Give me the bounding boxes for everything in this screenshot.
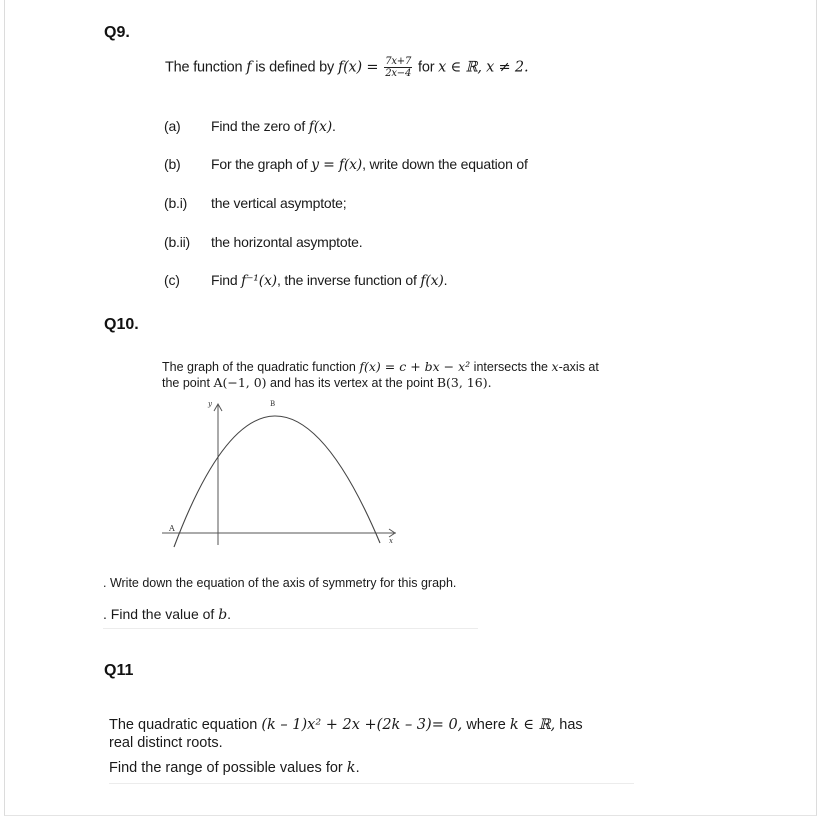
q10-stem-line2: the point A(−1, 0) and has its vertex at the point B(3, 16). bbox=[162, 375, 492, 390]
q10-heading: Q10. bbox=[104, 316, 139, 333]
q9-part-c: (c) Find f⁻¹(x), the inverse function of f(x). bbox=[164, 272, 448, 289]
q9-fraction: $\frac{7x+7}{2x-4}$ bbox=[385, 56, 412, 79]
q11-subpart: Find the range of possible values for k. bbox=[109, 760, 360, 776]
q10-parabola-graph bbox=[160, 395, 660, 555]
q11-heading: Q11 bbox=[104, 662, 134, 679]
q9-part-b-i: (b.i) the vertical asymptote; bbox=[164, 195, 347, 211]
q9-stem: The function f is defined by f(x) = $\frac{7x+7}{2x-4}$ for x ∈ ℝ, x ≠ 2. bbox=[165, 56, 529, 79]
q11-divider bbox=[109, 783, 634, 784]
q9-part-b-ii: (b.ii) the horizontal asymptote. bbox=[164, 234, 363, 250]
point-a-label: A bbox=[169, 524, 175, 533]
q10-subpart-2: . Find the value of b. bbox=[103, 606, 232, 623]
graph-background bbox=[160, 395, 660, 555]
q9-part-a: (a) Find the zero of f(x). bbox=[164, 118, 336, 135]
q9-heading: Q9. bbox=[104, 24, 130, 41]
x-axis-label: x bbox=[389, 537, 393, 545]
q10-subpart-1: . Write down the equation of the axis of symmetry for this graph. bbox=[103, 576, 457, 590]
q10-divider bbox=[103, 628, 478, 629]
y-axis-label: y bbox=[208, 400, 212, 408]
q9-part-b: (b) For the graph of y = f(x), write down the equation of bbox=[164, 156, 528, 173]
point-b-label: B bbox=[270, 400, 276, 408]
q11-stem: The quadratic equation (k – 1)x² + 2x +(2k – 3)= 0, where k ∈ ℝ, has real distinct roots. bbox=[109, 717, 583, 751]
q10-stem bbox=[162, 359, 642, 391]
q10-stem-line1: The graph of the quadratic function f(x) = c + bx − x² intersects the x-axis at bbox=[162, 359, 599, 374]
